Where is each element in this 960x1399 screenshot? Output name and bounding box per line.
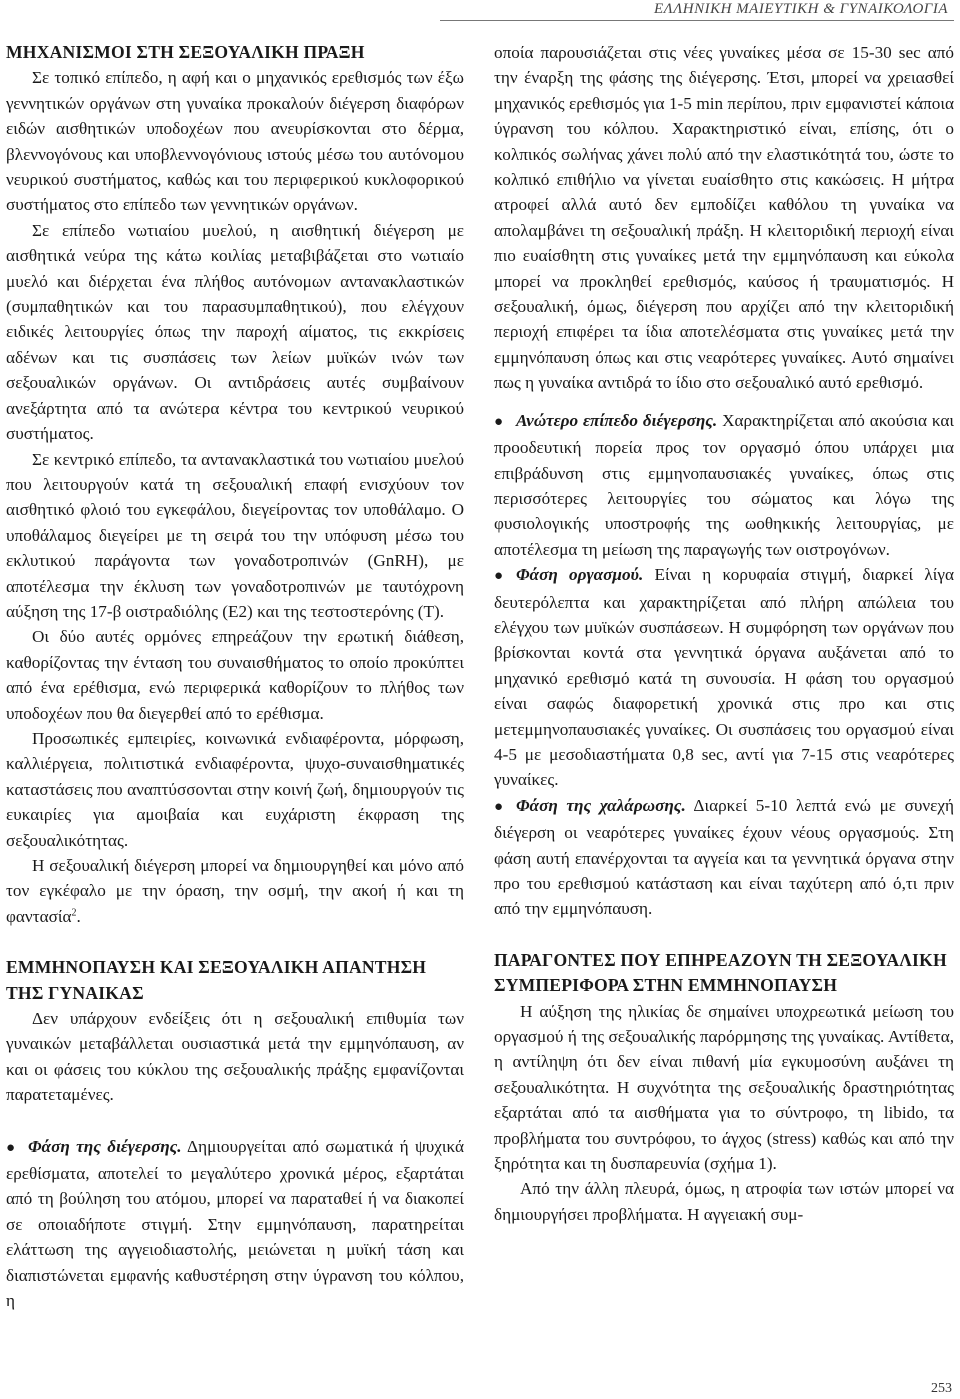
- bullet-paragraph: [494, 793, 954, 922]
- text-run: Σε επίπεδο νωτιαίου μυελού, η αισθητική διέγερση με αισθητικά νεύρα της κάτω κοιλίας μεταβιβάζεται στο νωτιαίο μυελό και διέρχεται ένα πλήθος αυτόνομων αντανακλαστικών (συμπαθητικών και του παρασυμπαθητικού), που ελέγχουν ειδικές λειτουργίες όπως την παροχή αίματος, τις εκκρίσεις αδένων και τις συσπάσεις των λείων μυϊκών ινών των σεξουαλικών οργάνων. Οι αντιδράσεις αυτές συμβαίνουν ανεξάρτητα από τα ανώτερα κέντρα του κεντρικού νευρικού συστήματος.: [6, 220, 464, 444]
- bullet-paragraph: [494, 562, 954, 793]
- left-column: [6, 40, 464, 1314]
- body-paragraph: [6, 624, 464, 726]
- text-run: Η σεξουαλική διέγερση μπορεί να δημιουργηθεί και μόνο από τον εγκέφαλο με την όραση, την οσμή, την ακοή ή και τη φαντασία: [6, 856, 464, 926]
- bullet-paragraph: [6, 1134, 464, 1314]
- page-number: 253: [931, 1381, 952, 1396]
- header-rule: [440, 20, 954, 21]
- text-run: Χαρακτηρίζεται από ακούσια και προοδευτική πορεία προς τον οργασμό όπου υπάρχει μια επιβράδυνση στις εμμηνοπαυσιακές γυναίκες, όπως στις περισσότερες λειτουργίες του σώματος και λόγω της φυσιολογικής υποστροφής της ωοθηκικής λειτουργίας, με αποτέλεσμα τη μείωση της παραγωγής των οιστρογόνων.: [494, 410, 954, 559]
- text-run: Από την άλλη πλευρά, όμως, η ατροφία των ιστών μπορεί να δημιουργήσει προβλήματα. Η αγγειακή συμ-: [494, 1179, 954, 1224]
- block-spacer: [6, 1108, 464, 1134]
- body-paragraph: [6, 218, 464, 447]
- text-run: .: [76, 906, 81, 926]
- bullet-icon: ●: [6, 1139, 16, 1156]
- section-heading: ΕΜΜΗΝΟΠΑΥΣΗ ΚΑΙ ΣΕΞΟΥΑΛΙΚΗ ΑΠΑΝΤΗΣΗ ΤΗΣ ΓΥΝΑΙΚΑΣ: [6, 957, 427, 1003]
- right-column: [494, 40, 954, 1227]
- body-paragraph: [6, 1006, 464, 1108]
- body-paragraph: [6, 447, 464, 625]
- body-paragraph: [6, 65, 464, 217]
- body-paragraph: [494, 40, 954, 396]
- text-run: Σε τοπικό επίπεδο, η αφή και ο μηχανικός ερεθισμός των έξω γεννητικών οργάνων στη γυναίκα προκαλούν διέγερση διαφόρων ειδών αισθητικών υποδοχέων που ανευρίσκονται στο δέρμα, βλεννογόνους και υποβλεννογόνιους ιστούς μέσω του αυτόνομου νευρικού συστήματος, καθώς και του περιφερικού κυκλοφορικού συστήματος στο επίπεδο των γεννητικών οργάνων.: [6, 68, 464, 215]
- text-run: Οι δύο αυτές ορμόνες επηρεάζουν την ερωτική διάθεση, καθορίζοντας την ένταση του συναισθήματος το οποίο προκύπτει από ένα ερέθισμα, ενώ περιφερικά καθορίζουν το πλήθος των υποδοχέων που θα διεγερθεί από το ερέθισμα.: [6, 627, 464, 723]
- bullet-icon: ●: [494, 413, 504, 430]
- block-spacer: [6, 929, 464, 955]
- phase-term: Φάση της χαλάρωσης.: [516, 795, 686, 815]
- body-paragraph: [6, 853, 464, 929]
- section-heading: ΜΗΧΑΝΙΣΜΟΙ ΣΤΗ ΣΕΞΟΥΑΛΙΚΗ ΠΡΑΞΗ: [6, 42, 365, 62]
- bullet-icon: ●: [494, 798, 504, 815]
- block-spacer: [494, 922, 954, 948]
- text-run: Η αύξηση της ηλικίας δε σημαίνει υποχρεωτικά μείωση του οργασμού ή της σεξουαλικής παρόρμησης της γυναίκας. Αντίθετα, η αντίληψη ότι δεν είναι πιθανή μία εγκυμοσύνη αυξάνει τη σεξουαλικότητα. Η συχνότητα της σεξουαλικής δραστηριότητας εξαρτάται από τα αισθήματα για το σύντροφο, τη libido, τα προβλήματα του συντρόφου, το άγχος (stress) καθώς και από την ξηρότητα και τη δυσπαρευνία (σχήμα 1).: [494, 1001, 954, 1174]
- body-paragraph: [494, 1176, 954, 1227]
- text-run: Σε κεντρικό επίπεδο, τα αντανακλαστικά του νωτιαίου μυελού που λειτουργούν κατά τη σεξουαλική επαφή ενισχύουν τον αισθητικό φλοιό του εγκεφάλου, διεγείροντας τον υποθάλαμο. Ο υποθάλαμος διεγείρει με τη σειρά του την υπόφυση μέσω του εκλυτικού παράγοντα των γοναδοτροπινών (GnRH), με αποτέλεσμα την έκλυση των γοναδοτροπινών με ταυτόχρονη αύξηση της 17-β οιστραδιόλης (E2) και της τεστοστερόνης (T).: [6, 449, 464, 621]
- phase-term: Φάση της διέγερσης.: [28, 1136, 182, 1156]
- text-run: οποία παρουσιάζεται στις νέες γυναίκες μέσα σε 15-30 sec από την έναρξη της φάσης της διέγερσης. Έτσι, μπορεί να χρειασθεί μηχανικός ερεθισμός για 1-5 min περίπου, πριν εμφανιστεί κάποια ύγρανση του κόλπου. Χαρακτηριστικό είναι, επίσης, ότι ο κολπικός σωλήνας χάνει πολύ από την ελαστικότητά του, ώστε το κολπικό επιθήλιο να γίνεται ευαίσθητο στις κακώσεις. Η μήτρα ατροφεί αλλά αυτό δεν εμποδίζει καθόλου τη γυναίκα να απολαμβάνει τη σεξουαλική πράξη. Η κλειτοριδική περιοχή είναι πιο ευαίσθητη στις γυναίκες μετά την εμμηνόπαυση και εύκολα μπορεί να προκληθεί ερεθισμός, καύσος ή τραυματισμός. Η σεξουαλική, όμως, διέγερση που αρχίζει από την κλειτοριδική περιοχή επιφέρει τα ίδια αποτελέσματα στις γυναίκες μετά την εμμηνόπαυση όπως και στις νεαρότερες γυναίκες. Αυτό σημαίνει πως η γυναίκα αντιδρά το ίδιο στο σεξουαλικό αυτό ερεθισμό.: [494, 43, 954, 393]
- block-spacer: [494, 396, 954, 408]
- running-head: ΕΛΛΗΝΙΚΗ ΜΑΙΕΥΤΙΚΗ & ΓΥΝΑΙΚΟΛΟΓΙΑ: [653, 1, 948, 17]
- bullet-paragraph: [494, 408, 954, 562]
- text-run: Δεν υπάρχουν ενδείξεις ότι η σεξουαλική επιθυμία των γυναικών μεταβάλλεται ουσιαστικά μετά την εμμηνόπαυση, αν και οι φάσεις του κύκλου της σεξουαλικής πράξης εμφανίζονται παρατεταμένες.: [6, 1009, 464, 1105]
- text-run: Είναι η κορυφαία στιγμή, διαρκεί λίγα δευτερόλεπτα και χαρακτηρίζεται από πλήρη απώλεια του ελέγχου των μυϊκών συσπάσεων. Η συμφόρηση των οργάνων που βρίσκονται κοντά στα γεννητικά όργανα αυξάνεται από το μηχανικό ερεθισμό κατά τη συνουσία. Η φάση του οργασμού είναι σαφώς διαφορετική χρονικά στις προ και στις μετεμμηνοπαυσιακές γυναίκες. Οι συσπάσεις του οργασμού είναι 4-5 με μεσοδιαστήματα 0,8 sec, αντί για 7-15 στις νεαρότερες γυναίκες.: [494, 565, 954, 790]
- phase-term: Ανώτερο επίπεδο διέγερσης.: [516, 410, 718, 430]
- text-run: Διαρκεί 5-10 λεπτά ενώ με συνεχή διέγερση οι νεαρότερες γυναίκες έχουν νέους οργασμούς. Στη φάση αυτή επανέρχονται τα αγγεία και τα γεννητικά όργανα στην προ του ερεθισμού κατάσταση και είναι ταχύτερη από ό,τι πριν από την εμμηνόπαυση.: [494, 795, 954, 919]
- body-paragraph: [494, 999, 954, 1177]
- phase-term: Φάση οργασμού.: [516, 565, 644, 585]
- text-run: Δημιουργείται από σωματικά ή ψυχικά ερεθίσματα, αποτελεί το μεγαλύτερο χρονικά μέρος, εξαρτάται από τη βούληση του ατόμου, μπορεί να παραταθεί ή να διακοπεί σε οποιαδήποτε στιγμή. Στην εμμηνόπαυση, παρατηρείται ελάττωση της αγγειοδιαστολής, μειώνεται η μυϊκή τάση και διαπιστώνεται εμφανής καθυστέρηση στην ύγρανση του κόλπου, η: [6, 1136, 464, 1311]
- body-paragraph: [6, 726, 464, 853]
- text-run: Προσωπικές εμπειρίες, κοινωνικά ενδιαφέροντα, μόρφωση, καλλιέργεια, πολιτιστικά ενδιαφέροντα, ψυχο-συναισθηματικές καταστάσεις που αναπτύσσονται στην κοινή ζωή, δημιουργούν τις ευκαιρίες για αμοιβαία και ευχάριστη έκφραση της σεξουαλικότητας.: [6, 728, 464, 850]
- bullet-icon: ●: [494, 568, 504, 585]
- reference-superscript: 2: [71, 907, 77, 919]
- section-heading: ΠΑΡΑΓΟΝΤΕΣ ΠΟΥ ΕΠΗΡΕΑΖΟΥΝ ΤΗ ΣΕΞΟΥΑΛΙΚΗ ΣΥΜΠΕΡΙΦΟΡΑ ΣΤΗΝ ΕΜΜΗΝΟΠΑΥΣΗ: [494, 949, 947, 996]
